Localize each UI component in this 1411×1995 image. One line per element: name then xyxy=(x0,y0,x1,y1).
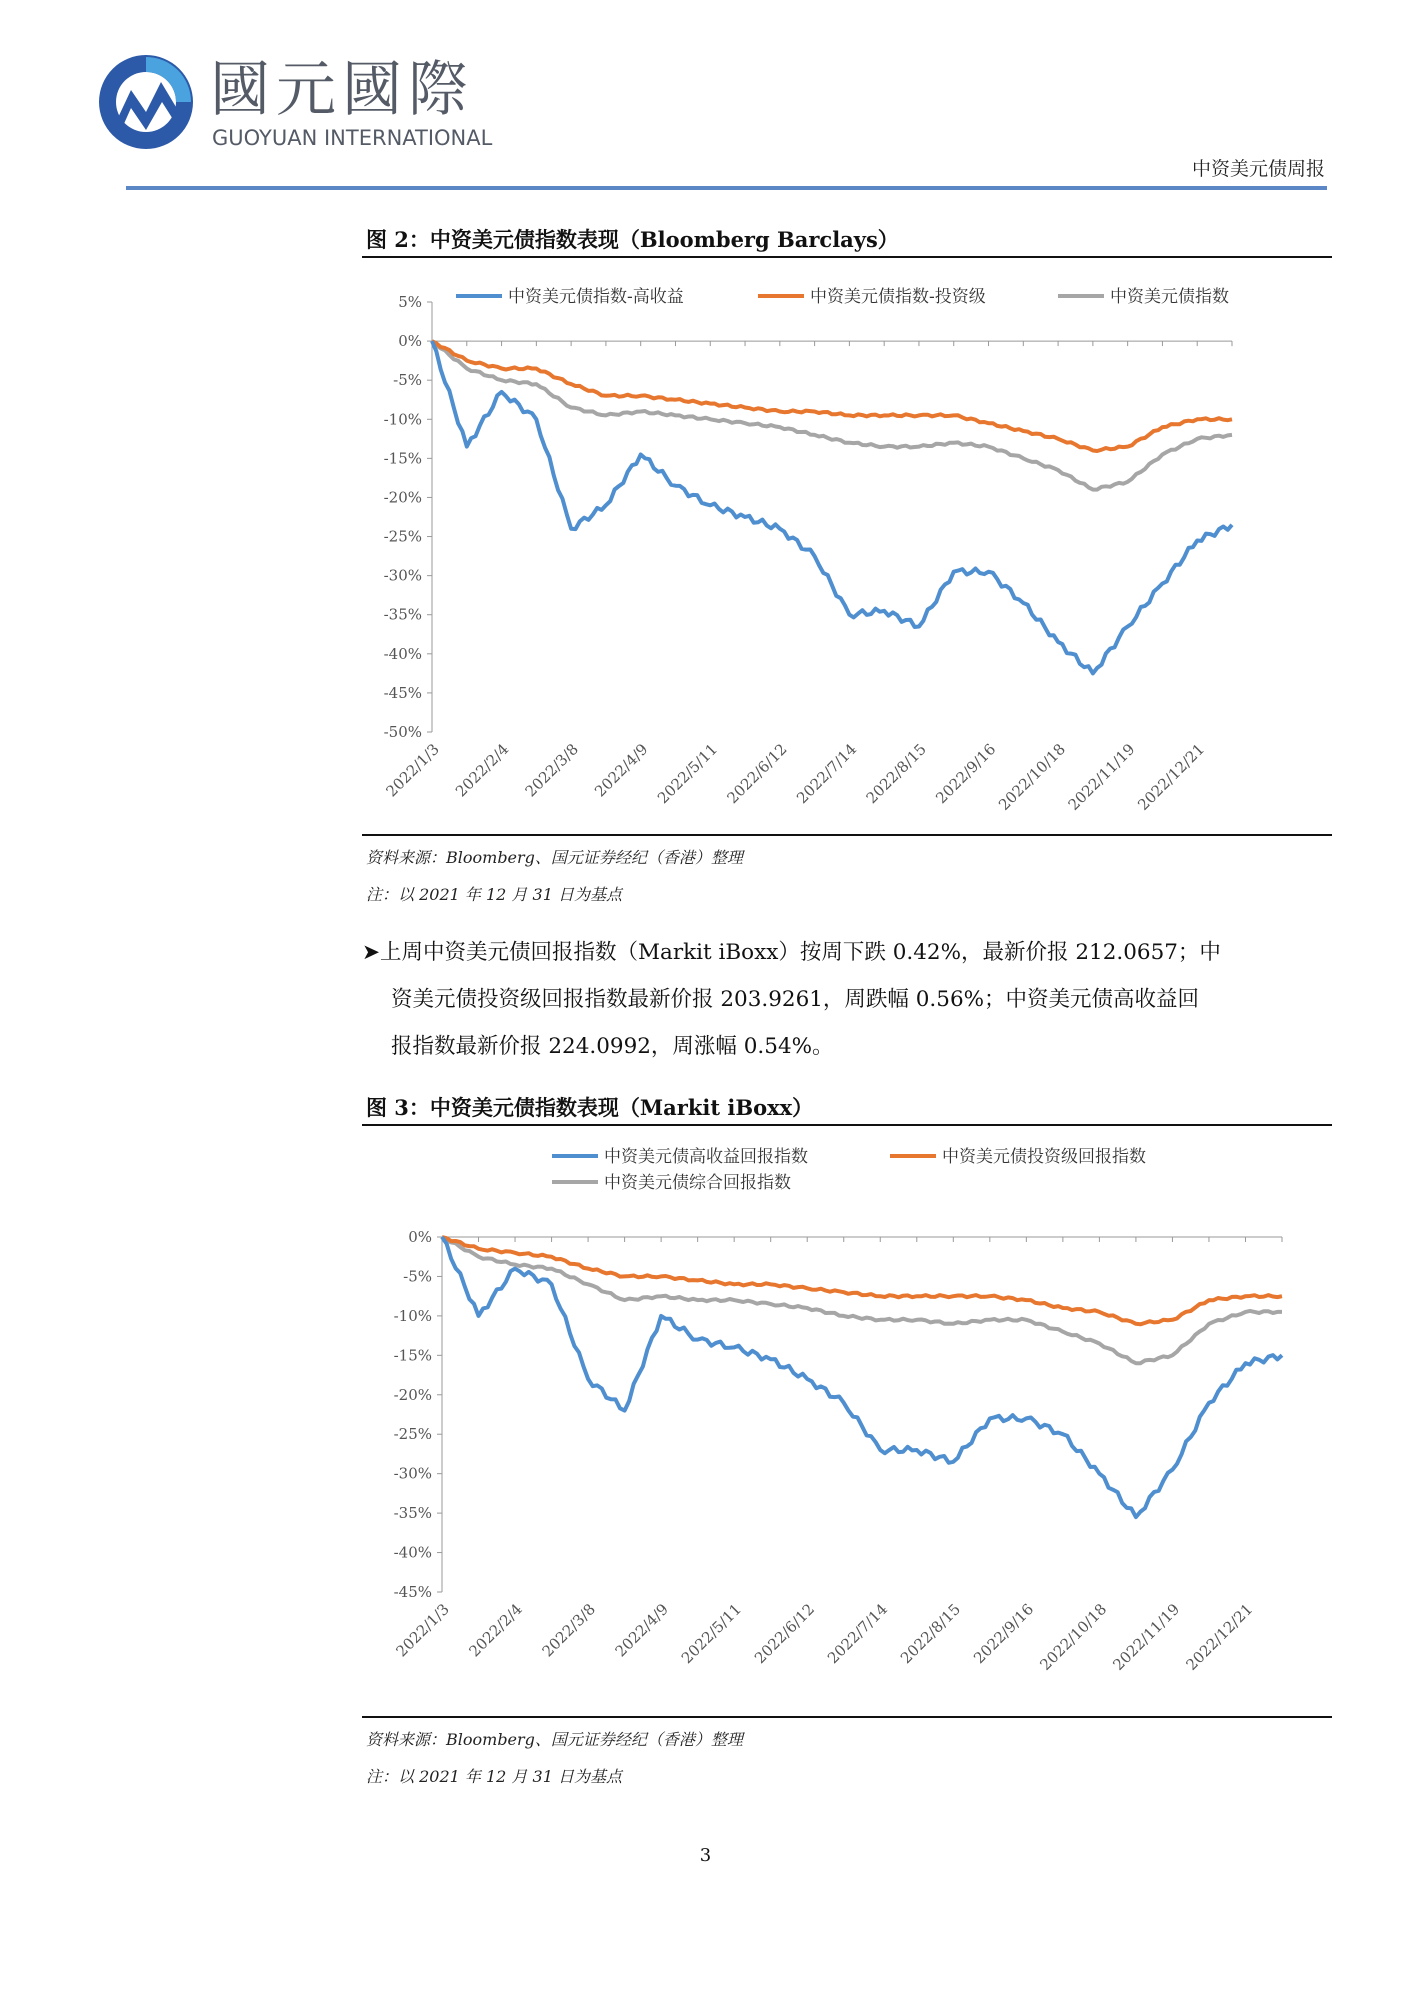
page-number: 3 xyxy=(699,1845,712,1866)
summary-paragraph xyxy=(362,929,1332,1070)
figure3-source: 资料来源：Bloomberg、国元证券经纪（香港）整理 xyxy=(366,1730,743,1749)
x-tick-label: 2022/10/18 xyxy=(995,740,1069,814)
figure2-source: 资料来源：Bloomberg、国元证券经纪（香港）整理 xyxy=(366,848,743,867)
y-tick-label: -35% xyxy=(393,1504,432,1523)
legend-label: 中资美元债投资级回报指数 xyxy=(942,1147,1146,1167)
x-tick-label: 2022/8/15 xyxy=(897,1600,965,1668)
x-tick-label: 2022/6/12 xyxy=(750,1600,819,1668)
y-tick-label: -20% xyxy=(383,488,422,507)
logo-chinese-text: 國元國際 xyxy=(210,55,474,125)
legend-label: 中资美元债高收益回报指数 xyxy=(604,1147,808,1167)
x-tick-label: 2022/11/19 xyxy=(1064,740,1139,814)
series-line-0 xyxy=(432,341,1232,673)
x-tick-label: 2022/7/14 xyxy=(823,1600,892,1668)
figure3-title: 图 3：中资美元债指数表现（Markit iBoxx） xyxy=(366,1095,814,1120)
figure3-note: 注：以 2021 年 12 月 31 日为基点 xyxy=(366,1767,622,1786)
x-tick-label: 2022/10/18 xyxy=(1036,1600,1111,1674)
logo-english-text: GUOYUAN INTERNATIONAL xyxy=(212,126,493,150)
x-tick-label: 2022/4/9 xyxy=(611,1600,672,1661)
y-tick-label: 0% xyxy=(408,1228,432,1246)
y-tick-label: 0% xyxy=(398,332,422,351)
legend-entry xyxy=(552,1147,808,1167)
logo-mark-icon xyxy=(96,52,206,162)
y-tick-label: -40% xyxy=(393,1543,432,1562)
y-tick-label: -30% xyxy=(383,566,422,585)
x-tick-label: 2022/9/16 xyxy=(932,740,1000,808)
x-tick-label: 2022/7/14 xyxy=(793,740,861,808)
x-tick-label: 2022/8/15 xyxy=(862,740,930,808)
company-logo xyxy=(96,52,526,162)
y-tick-label: -40% xyxy=(383,644,422,663)
x-tick-label: 2022/12/21 xyxy=(1134,740,1209,814)
x-tick-label: 2022/12/21 xyxy=(1182,1600,1257,1674)
x-tick-label: 2022/4/9 xyxy=(591,740,652,801)
x-tick-label: 2022/5/11 xyxy=(677,1600,746,1668)
y-tick-label: -30% xyxy=(393,1464,432,1483)
figure3-top-rule xyxy=(362,1124,1332,1126)
figure2-note: 注：以 2021 年 12 月 31 日为基点 xyxy=(366,885,622,904)
series-line-2 xyxy=(442,1237,1282,1363)
header-divider xyxy=(126,186,1327,190)
y-tick-label: -45% xyxy=(383,683,422,702)
y-tick-label: -15% xyxy=(393,1346,432,1365)
y-tick-label: -25% xyxy=(383,527,422,546)
y-tick-label: -10% xyxy=(393,1306,432,1325)
paragraph-line: 报指数最新价报 224.0992，周涨幅 0.54%。 xyxy=(391,1034,834,1059)
report-name: 中资美元债周报 xyxy=(1191,158,1325,180)
x-tick-label: 2022/9/16 xyxy=(970,1600,1038,1668)
y-tick-label: -20% xyxy=(393,1385,432,1404)
y-tick-label: -35% xyxy=(383,605,422,624)
y-tick-label: -25% xyxy=(393,1425,432,1444)
paragraph-line: 资美元债投资级回报指数最新价报 203.9261，周跌幅 0.56%；中资美元债高收益回 xyxy=(391,987,1200,1012)
x-tick-label: 2022/1/3 xyxy=(382,740,443,801)
x-tick-label: 2022/2/4 xyxy=(452,740,513,801)
figure2-top-rule xyxy=(362,256,1332,258)
y-tick-label: 5% xyxy=(398,293,422,311)
series-line-1 xyxy=(442,1237,1282,1324)
y-tick-label: -15% xyxy=(383,449,422,468)
x-tick-label: 2022/2/4 xyxy=(465,1600,526,1661)
y-tick-label: -5% xyxy=(393,371,422,390)
series-line-0 xyxy=(442,1237,1282,1517)
x-tick-label: 2022/6/12 xyxy=(723,740,791,808)
x-tick-label: 2022/11/19 xyxy=(1109,1600,1184,1674)
y-tick-label: -5% xyxy=(403,1267,432,1286)
figure2-title: 图 2：中资美元债指数表现（Bloomberg Barclays） xyxy=(366,227,899,252)
y-tick-label: -10% xyxy=(383,410,422,429)
y-tick-label: -50% xyxy=(383,723,422,741)
figure2-bottom-rule xyxy=(362,834,1332,836)
legend-label: 中资美元债指数 xyxy=(1110,287,1229,307)
paragraph-line: ➤上周中资美元债回报指数（Markit iBoxx）按周下跌 0.42%，最新价报 212.0657；中 xyxy=(362,940,1221,965)
legend-label: 中资美元债综合回报指数 xyxy=(604,1173,791,1193)
legend-label: 中资美元债指数-投资级 xyxy=(810,287,986,307)
figure3-chart xyxy=(362,1132,1332,1712)
x-tick-label: 2022/1/3 xyxy=(392,1600,453,1661)
legend-entry xyxy=(456,287,684,307)
legend-entry xyxy=(1058,287,1229,307)
x-tick-label: 2022/3/8 xyxy=(538,1600,599,1661)
legend-entry xyxy=(890,1146,1146,1167)
x-tick-label: 2022/5/11 xyxy=(653,740,722,808)
figure2-chart xyxy=(362,270,1332,830)
legend-label: 中资美元债指数-高收益 xyxy=(508,287,684,307)
y-tick-label: -45% xyxy=(393,1583,432,1601)
x-tick-label: 2022/3/8 xyxy=(521,740,582,801)
figure3-bottom-rule xyxy=(362,1716,1332,1718)
legend-entry xyxy=(552,1173,791,1193)
legend-entry xyxy=(758,286,986,307)
